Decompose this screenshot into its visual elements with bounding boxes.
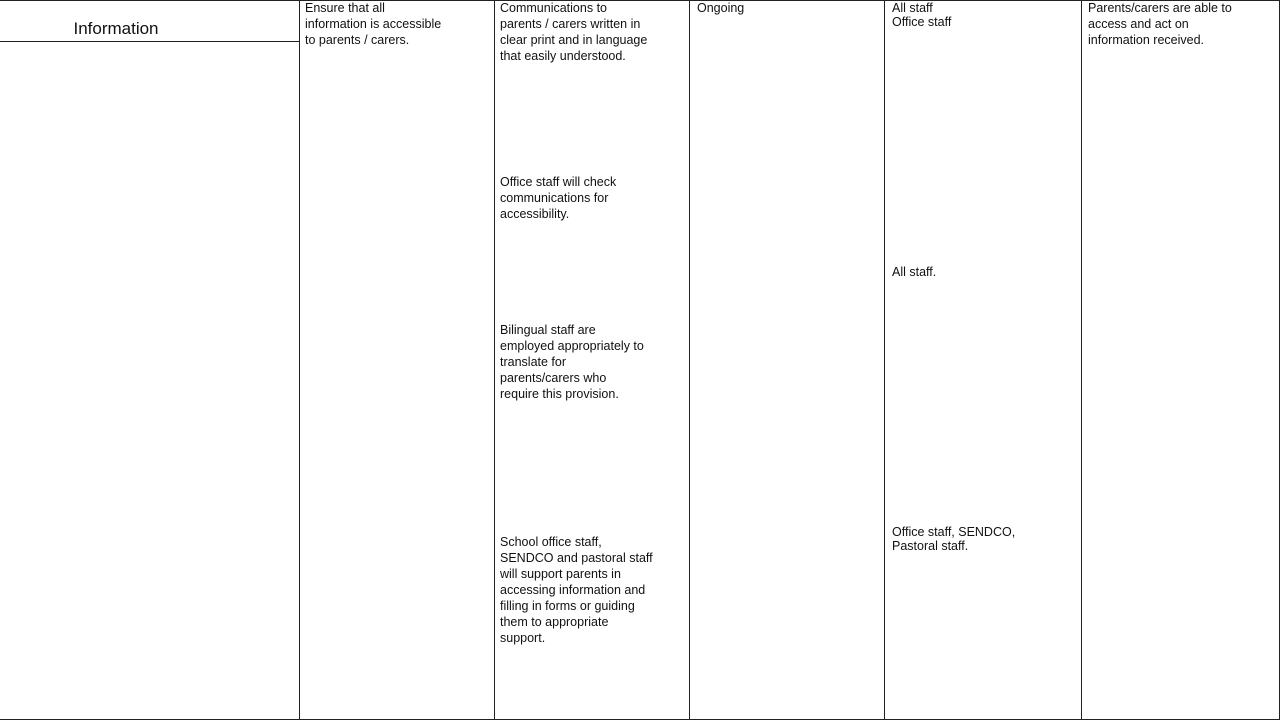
- column-divider: [884, 0, 885, 720]
- responsibility-text: All staff Office staff: [892, 1, 952, 29]
- action-text: School office staff, SENDCO and pastoral staff will support parents in accessing information and filling in forms or guiding them to appropriate support.: [500, 535, 653, 645]
- column-divider: [1081, 0, 1082, 720]
- action-text: Office staff will check communications for accessibility.: [500, 175, 617, 221]
- column-divider: [689, 0, 690, 720]
- column-divider: [494, 0, 495, 720]
- responsibility-text: All staff.: [892, 265, 937, 279]
- action-text: Communications to parents / carers written in clear print and in language that easily understood.: [500, 1, 648, 63]
- heading-underline: [0, 41, 299, 42]
- timescale-text: Ongoing: [697, 1, 745, 15]
- row-heading: Information: [73, 19, 159, 38]
- action-text: Bilingual staff are employed appropriately to translate for parents/carers who require this provision.: [500, 323, 644, 401]
- responsibility-text: Office staff, SENDCO, Pastoral staff.: [892, 525, 1016, 553]
- objective-text: Ensure that all information is accessible to parents / carers.: [305, 1, 442, 47]
- column-divider: [299, 0, 300, 720]
- success-criteria-text: Parents/carers are able to access and act on information received.: [1088, 1, 1232, 47]
